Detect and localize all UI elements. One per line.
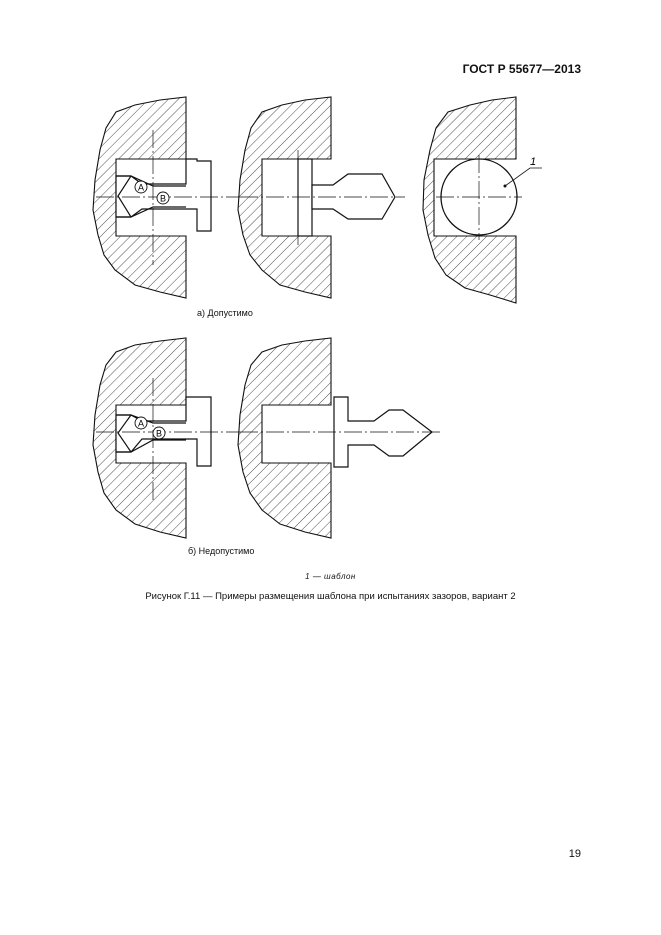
subcaption-acceptable: а) Допустимо — [197, 308, 253, 318]
drawing-a2 — [238, 97, 405, 298]
label-a: A — [137, 418, 145, 429]
template-flange — [298, 159, 312, 236]
figure-caption: Рисунок Г.11 — Примеры размещения шаблона при испытаниях зазоров, вариант 2 — [145, 591, 516, 602]
figure-legend: 1 — шаблон — [305, 572, 356, 581]
label-b: B — [155, 428, 163, 439]
leader-dot — [504, 185, 507, 188]
drawing-b2 — [238, 338, 440, 538]
drawing-a3 — [423, 97, 542, 303]
standard-id: ГОСТ Р 55677—2013 — [462, 62, 581, 76]
page-number: 19 — [568, 848, 581, 860]
wall-section — [238, 338, 331, 538]
drawing-b1 — [93, 338, 240, 538]
drawing-a1 — [93, 97, 240, 298]
template-probe — [312, 174, 395, 219]
leader-number: 1 — [530, 156, 537, 168]
subcaption-not-acceptable: б) Недопустимо — [188, 546, 255, 556]
label-b: B — [159, 193, 167, 204]
label-a: A — [137, 182, 145, 193]
